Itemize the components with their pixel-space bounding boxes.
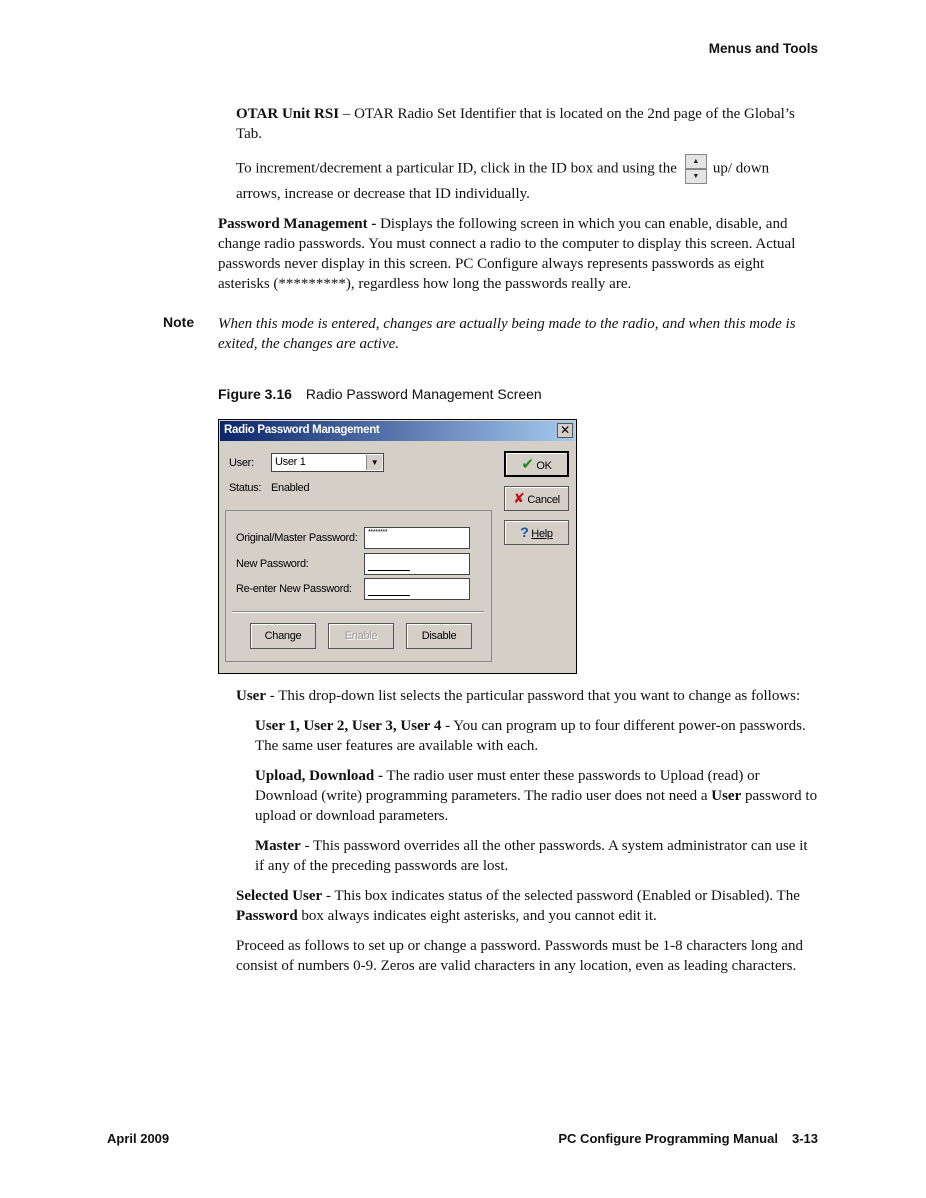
figure-number: Figure 3.16: [218, 386, 292, 402]
dialog-title: Radio Password Management: [224, 424, 380, 436]
footer-manual: [558, 1131, 818, 1146]
password-mgmt-text: Displays the following screen in which you can enable, disable, and change radio passwords. You must connect a radio to the computer to display this screen. Actual passwords never display in this screen. PC Configure always represents passwords as eight asterisks (*********), regardless how long the passwords really are.: [218, 216, 796, 292]
otar-definition: – OTAR Radio Set Identifier that is located on the 2nd page of the Global’s Tab.: [236, 106, 795, 142]
password-group: [225, 510, 492, 662]
body-text: [228, 686, 818, 986]
users-term: User 1, User 2, User 3, User 4: [255, 718, 442, 734]
user-term: User: [236, 688, 266, 704]
user-select[interactable]: [271, 453, 384, 472]
reenter-password-field[interactable]: [364, 578, 470, 600]
cancel-x-icon: ✘: [513, 490, 525, 506]
selected-text1: - This box indicates status of the selected password (Enabled or Disabled). The: [322, 888, 800, 904]
help-button[interactable]: [504, 520, 569, 545]
updown-text1: The radio user must enter these passwords to Upload (read) or Download (write) programming parameters. The radio user does not need a: [255, 768, 760, 804]
updown-text2: password to upload or download parameters.: [255, 788, 818, 824]
help-label: Help: [531, 528, 553, 540]
close-icon[interactable]: ✕: [557, 423, 573, 438]
updown-bold: User: [711, 788, 742, 804]
cancel-label: Cancel: [527, 494, 560, 506]
reenter-password-label: Re-enter New Password:: [236, 583, 352, 595]
password-management-paragraph: [218, 214, 818, 294]
spinner-icon: ▲ ▼: [685, 154, 707, 184]
note-text: When this mode is entered, changes are actually being made to the radio, and when this mode is exited, the changes are active.: [218, 316, 796, 352]
users-text: - You can program up to four different power-on passwords. The same user features are available with each.: [255, 718, 806, 754]
otar-instruction-after: up/ down arrows, increase or decrease that ID individually.: [236, 160, 770, 202]
new-password-field[interactable]: [364, 553, 470, 575]
radio-password-dialog: [218, 419, 577, 674]
otar-term: OTAR Unit RSI: [236, 106, 340, 122]
user-text: - This drop-down list selects the particular password that you want to change as follows:: [266, 688, 801, 704]
master-text: - This password overrides all the other passwords. A system administrator can use it if any of the preceding passwords are lost.: [255, 838, 808, 874]
password-mgmt-term: Password Management -: [218, 216, 377, 232]
footer-page-number: 3-13: [791, 1131, 818, 1146]
footer-date: April 2009: [107, 1131, 170, 1146]
new-password-label: New Password:: [236, 558, 309, 570]
original-password-label: Original/Master Password:: [236, 532, 358, 544]
note-label: Note: [163, 314, 195, 330]
figure-caption: [218, 386, 542, 402]
proceed-text: Proceed as follows to set up or change a password. Passwords must be 1-8 characters long and consist of numbers 0-9. Zeros are valid characters in any location, even as leading characters.: [236, 938, 803, 974]
original-password-value: ********: [368, 529, 388, 536]
ok-label: OK: [536, 460, 552, 472]
page-header: Menus and Tools: [708, 41, 818, 56]
updown-term: Upload, Download -: [255, 768, 383, 784]
ok-button[interactable]: [504, 451, 569, 477]
cancel-button[interactable]: [504, 486, 569, 511]
footer-manual-title: PC Configure Programming Manual: [558, 1131, 778, 1146]
dialog-title-bar: [220, 421, 575, 441]
selected-text2: box always indicates eight asterisks, and you cannot edit it.: [297, 908, 657, 924]
original-password-field[interactable]: [364, 527, 470, 549]
user-select-value: User 1: [275, 456, 306, 468]
master-term: Master: [255, 838, 301, 854]
selected-bold: Password: [236, 908, 298, 924]
status-value: Enabled: [271, 482, 310, 494]
chevron-down-icon[interactable]: ▼: [366, 455, 382, 470]
status-label: Status:: [229, 482, 262, 494]
enable-button[interactable]: Enable: [328, 623, 394, 649]
otar-instruction-before: To increment/decrement a particular ID, click in the ID box and using the: [236, 160, 677, 177]
user-label: User:: [229, 457, 254, 469]
checkmark-icon: ✔: [521, 456, 534, 473]
change-button[interactable]: Change: [250, 623, 316, 649]
otar-section: [236, 104, 816, 204]
selected-term: Selected User: [236, 888, 323, 904]
help-question-icon: ?: [520, 524, 529, 540]
figure-title: Radio Password Management Screen: [305, 386, 542, 402]
disable-button[interactable]: Disable: [406, 623, 472, 649]
